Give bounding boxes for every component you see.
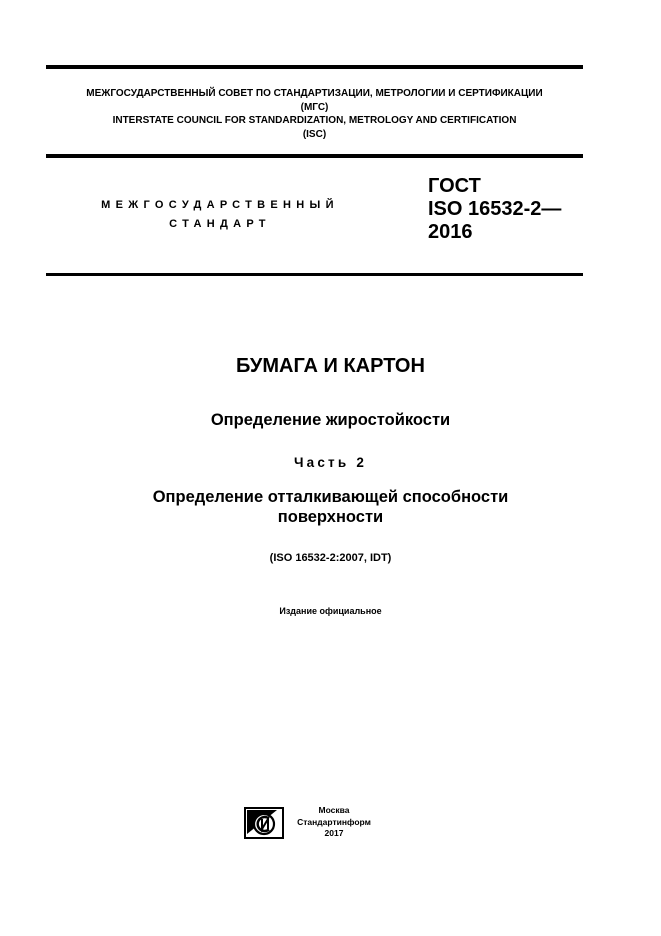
document-subtitle: Определение жиростойкости (210, 411, 451, 429)
edition-note: Издание официальное (279, 606, 382, 616)
part-title-line1: Определение отталкивающей способности (152, 488, 509, 506)
council-en-abbr: (ISC) (302, 128, 327, 140)
standard-type-line2: СТАНДАРТ (169, 218, 271, 230)
designation-year: 2016 (428, 221, 473, 243)
bottom-rule (46, 273, 583, 276)
part-title-line2: поверхности (277, 508, 384, 526)
document-title: БУМАГА И КАРТОН (236, 355, 425, 377)
middle-rule (46, 154, 583, 158)
council-en-name: INTERSTATE COUNCIL FOR STANDARDIZATION, METROLOGY AND CERTIFICATION (112, 115, 517, 126)
council-header (46, 87, 583, 141)
council-ru-abbr: (МГС) (300, 101, 329, 113)
designation-number: ISO 16532-2— (428, 198, 562, 220)
designation-gost: ГОСТ (428, 175, 481, 197)
top-rule (46, 65, 583, 69)
standard-type (90, 196, 350, 234)
publisher-year: 2017 (324, 828, 344, 838)
publisher-city: Москва (318, 805, 350, 815)
standard-designation (428, 175, 561, 244)
iso-reference: (ISO 16532-2:2007, IDT) (269, 552, 392, 564)
council-ru-name: МЕЖГОСУДАРСТВЕННЫЙ СОВЕТ ПО СТАНДАРТИЗАЦИИ, МЕТРОЛОГИИ И СЕРТИФИКАЦИИ (86, 88, 543, 99)
standartinform-logo-icon (244, 807, 284, 839)
publisher-info (294, 805, 374, 840)
standard-type-line1: МЕЖГОСУДАРСТВЕННЫЙ (101, 199, 339, 211)
publisher-name: Стандартинформ (297, 816, 371, 827)
part-title (0, 487, 661, 527)
part-label: Часть 2 (293, 455, 368, 470)
